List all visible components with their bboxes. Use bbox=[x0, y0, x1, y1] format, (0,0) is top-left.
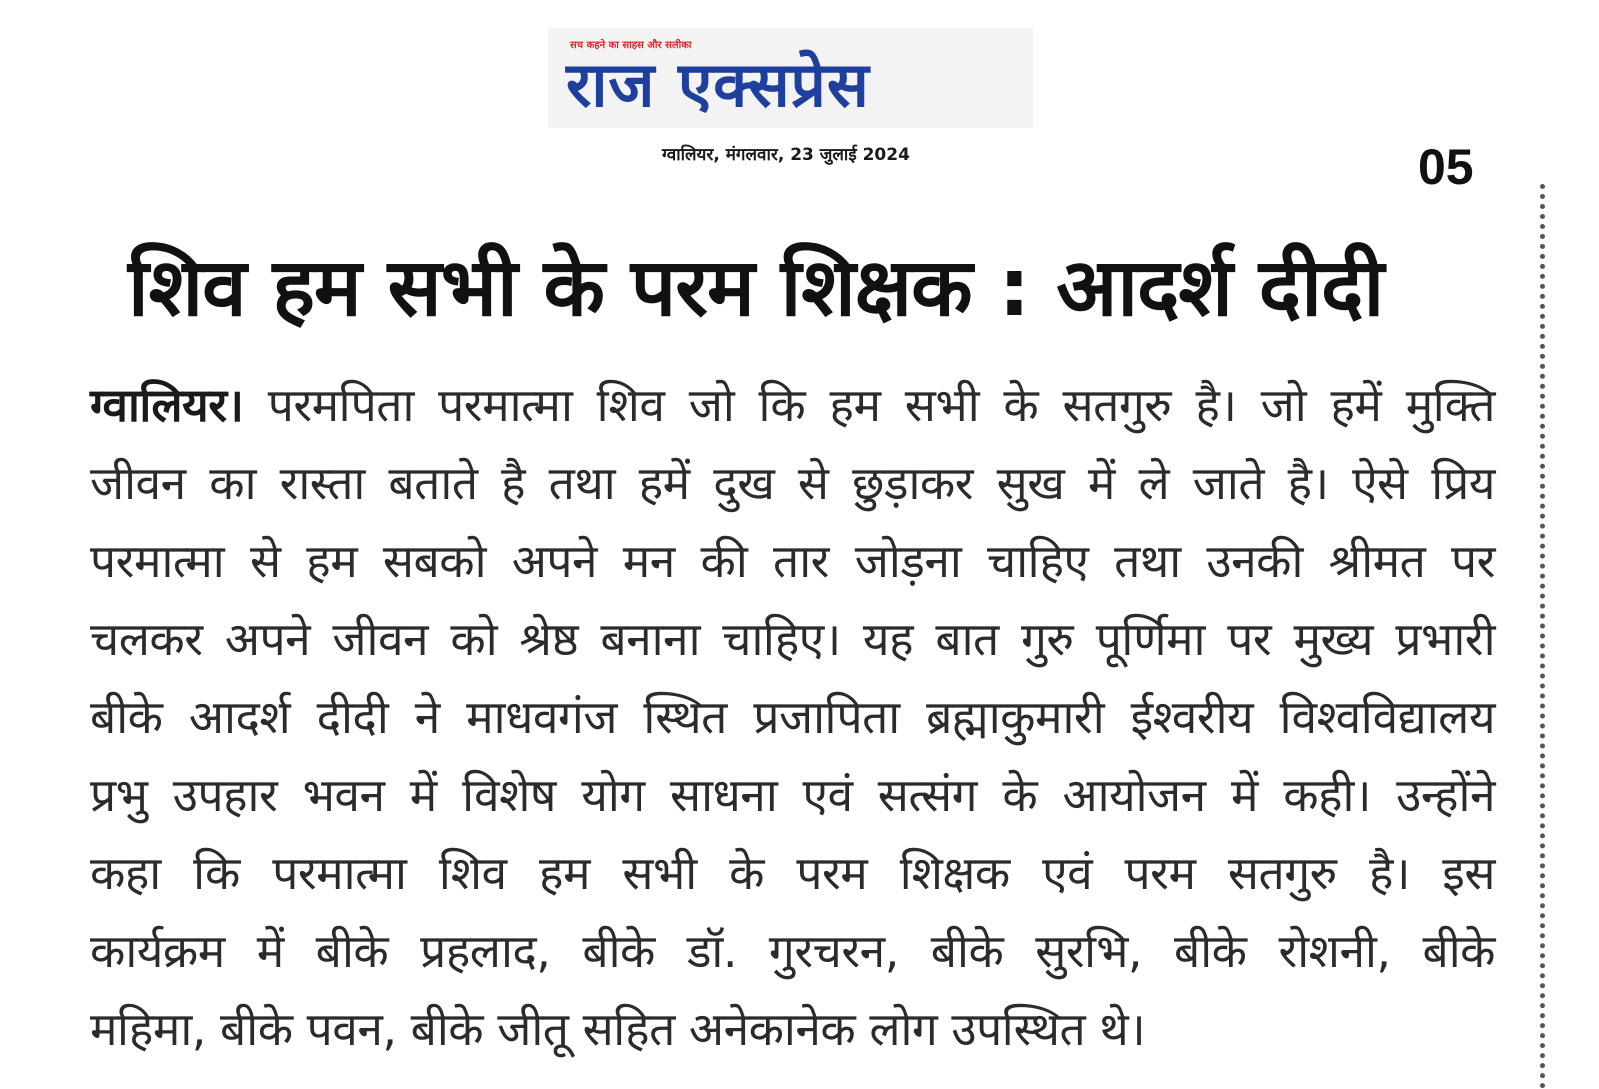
page-number: 05 bbox=[1418, 139, 1474, 195]
article-line: कार्यक्रम में बीके प्रहलाद, बीके डॉ. गुरचरन, बीके सुरभि, बीके रोशनी, बीके bbox=[90, 924, 1495, 978]
masthead-logo bbox=[548, 28, 1033, 128]
article-line: महिमा, बीके पवन, बीके जीतू सहित अनेकानेक लोग उपस्थित थे। bbox=[90, 1002, 1146, 1056]
article-headline: शिव हम सभी के परम शिक्षक : आदर्श दीदी bbox=[128, 241, 1384, 334]
edition-dateline: ग्वालियर, मंगलवार, 23 जुलाई 2024 bbox=[662, 145, 910, 165]
column-divider bbox=[1540, 184, 1545, 1089]
masthead-tagline: सच कहने का साहस और सलीका bbox=[570, 40, 692, 51]
article-line: परमात्मा से हम सबको अपने मन की तार जोड़ना चाहिए तथा उनकी श्रीमत पर bbox=[90, 534, 1495, 588]
article-line: चलकर अपने जीवन को श्रेष्ठ बनाना चाहिए। यह बात गुरु पूर्णिमा पर मुख्य प्रभारी bbox=[90, 612, 1495, 666]
article-line bbox=[90, 366, 1495, 444]
article-line: कहा कि परमात्मा शिव हम सभी के परम शिक्षक एवं परम सतगुरु है। इस bbox=[90, 846, 1495, 900]
article-dateline-lead: ग्वालियर। bbox=[90, 378, 244, 432]
article-line: जीवन का रास्ता बताते है तथा हमें दुख से छुड़ाकर सुख में ले जाते है। ऐसे प्रिय bbox=[90, 456, 1495, 510]
article-body bbox=[90, 366, 1495, 1068]
article-line: प्रभु उपहार भवन में विशेष योग साधना एवं सत्संग के आयोजन में कही। उन्होंने bbox=[90, 768, 1495, 822]
newspaper-name: राज एक्सप्रेस bbox=[566, 48, 870, 121]
article-line-text: परमपिता परमात्मा शिव जो कि हम सभी के सतगुरु है। जो हमें मुक्ति bbox=[243, 378, 1495, 432]
article-line: बीके आदर्श दीदी ने माधवगंज स्थित प्रजापिता ब्रह्माकुमारी ईश्वरीय विश्वविद्यालय bbox=[90, 690, 1495, 744]
